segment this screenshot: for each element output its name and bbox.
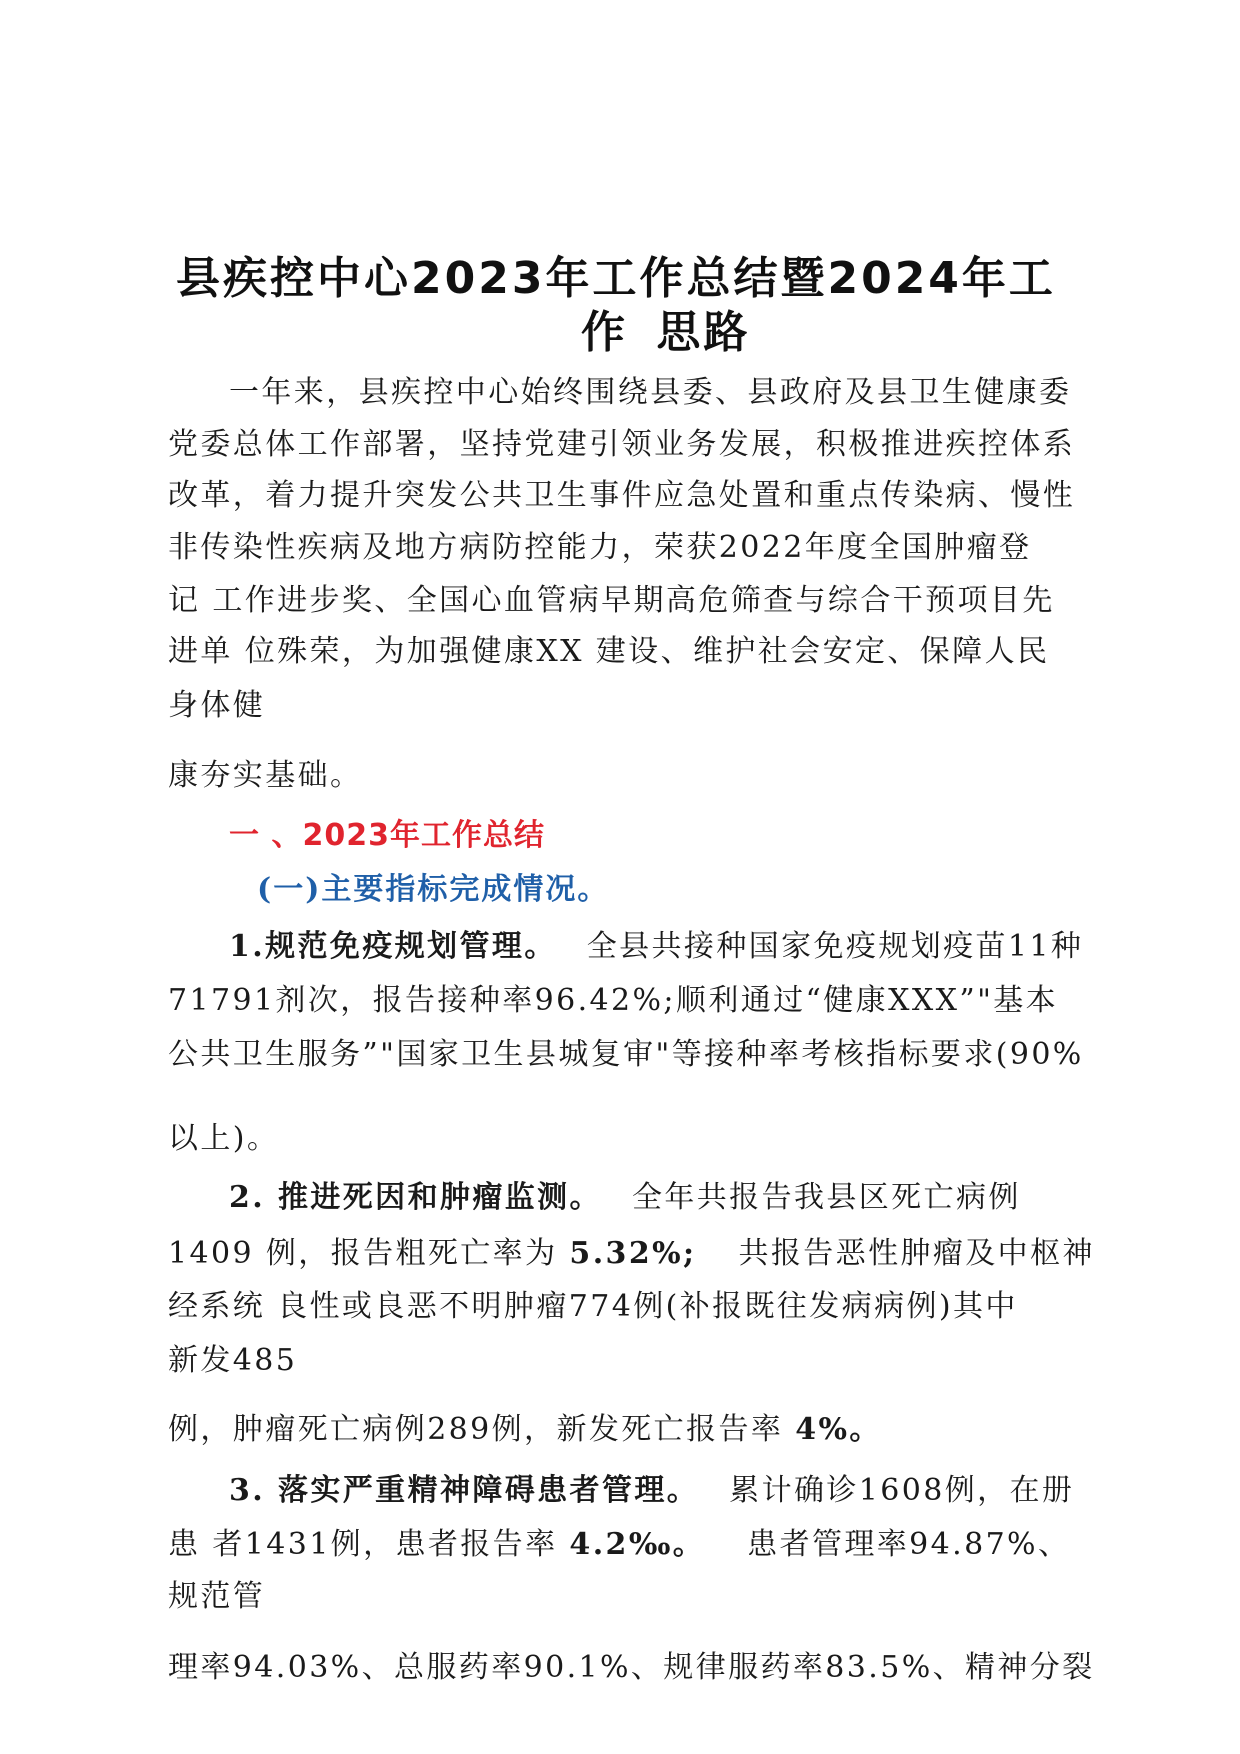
- item-lead: 3. 落实严重精神障碍患者管理。: [229, 1473, 700, 1508]
- item-line: [229, 1473, 1074, 1509]
- item-text: 1409 例，报告粗死亡率为: [168, 1236, 570, 1271]
- item-text: 例，肿瘤死亡病例289例，新发死亡报告率: [168, 1412, 796, 1447]
- item-line: 新发485: [168, 1343, 298, 1378]
- intro-line: 党委总体工作部署，坚持党建引领业务发展，积极推进疾控体系: [168, 427, 1076, 462]
- intro-line: 改革，着力提升突发公共卫生事件应急处置和重点传染病、慢性: [168, 478, 1076, 513]
- item-lead: 2. 推进死因和肿瘤监测。: [229, 1180, 602, 1215]
- intro-line: 康夯实基础。: [168, 758, 363, 793]
- subsection-heading: (一)主要指标完成情况。: [257, 872, 610, 907]
- intro-line: 进单 位殊荣，为加强健康XX 建设、维护社会安定、保障人民: [168, 634, 1050, 669]
- item-line: 规范管: [168, 1579, 266, 1614]
- item-lead: 1.规范免疫规划管理。: [229, 929, 557, 964]
- document-title-line-1: 县疾控中心2023年工作总结暨2024年工: [176, 253, 1056, 304]
- item-line: 公共卫生服务”"国家卫生县城复审"等接种率考核指标要求(90%: [168, 1037, 1084, 1072]
- intro-line: 一年来，县疾控中心始终围绕县委、县政府及县卫生健康委: [229, 375, 1072, 410]
- item-line: 理率94.03%、总服药率90.1%、规律服药率83.5%、精神分裂: [168, 1650, 1095, 1685]
- intro-line: 非传染性疾病及地方病防控能力，荣获2022年度全国肿瘤登: [168, 530, 1032, 565]
- item-line: [229, 929, 1083, 965]
- item-text: 全县共接种国家免疫规划疫苗11种: [586, 929, 1084, 964]
- document-title-line-2: 作 思路: [581, 307, 751, 358]
- item-text: 累计确诊1608例，在册: [729, 1473, 1075, 1508]
- item-line: 以上)。: [168, 1121, 280, 1156]
- highlight-value: 4.2‰。: [569, 1527, 706, 1562]
- section-heading: 一 、2023年工作总结: [229, 818, 545, 853]
- item-line: [229, 1180, 1021, 1216]
- highlight-value: 4%。: [795, 1412, 882, 1447]
- item-text: 患者管理率94.87%、: [747, 1527, 1071, 1562]
- item-line: 经系统 良性或良恶不明肿瘤774例(补报既往发病病例)其中: [168, 1289, 1018, 1324]
- intro-line: 记 工作进步奖、全国心血管病早期高危筛查与综合干预项目先: [168, 583, 1055, 618]
- item-line: 71791剂次，报告接种率96.42%;顺利通过“健康XXX”"基本: [168, 983, 1059, 1018]
- item-text: 共报告恶性肿瘤及中枢神: [738, 1236, 1095, 1271]
- highlight-value: 5.32%;: [569, 1236, 697, 1271]
- item-line: [168, 1412, 882, 1448]
- item-text: 全年共报告我县区死亡病例: [631, 1180, 1021, 1215]
- item-text: 患 者1431例，患者报告率: [168, 1527, 570, 1562]
- item-line: [168, 1236, 1095, 1272]
- intro-line: 身体健: [168, 688, 266, 723]
- item-line: [168, 1527, 1070, 1563]
